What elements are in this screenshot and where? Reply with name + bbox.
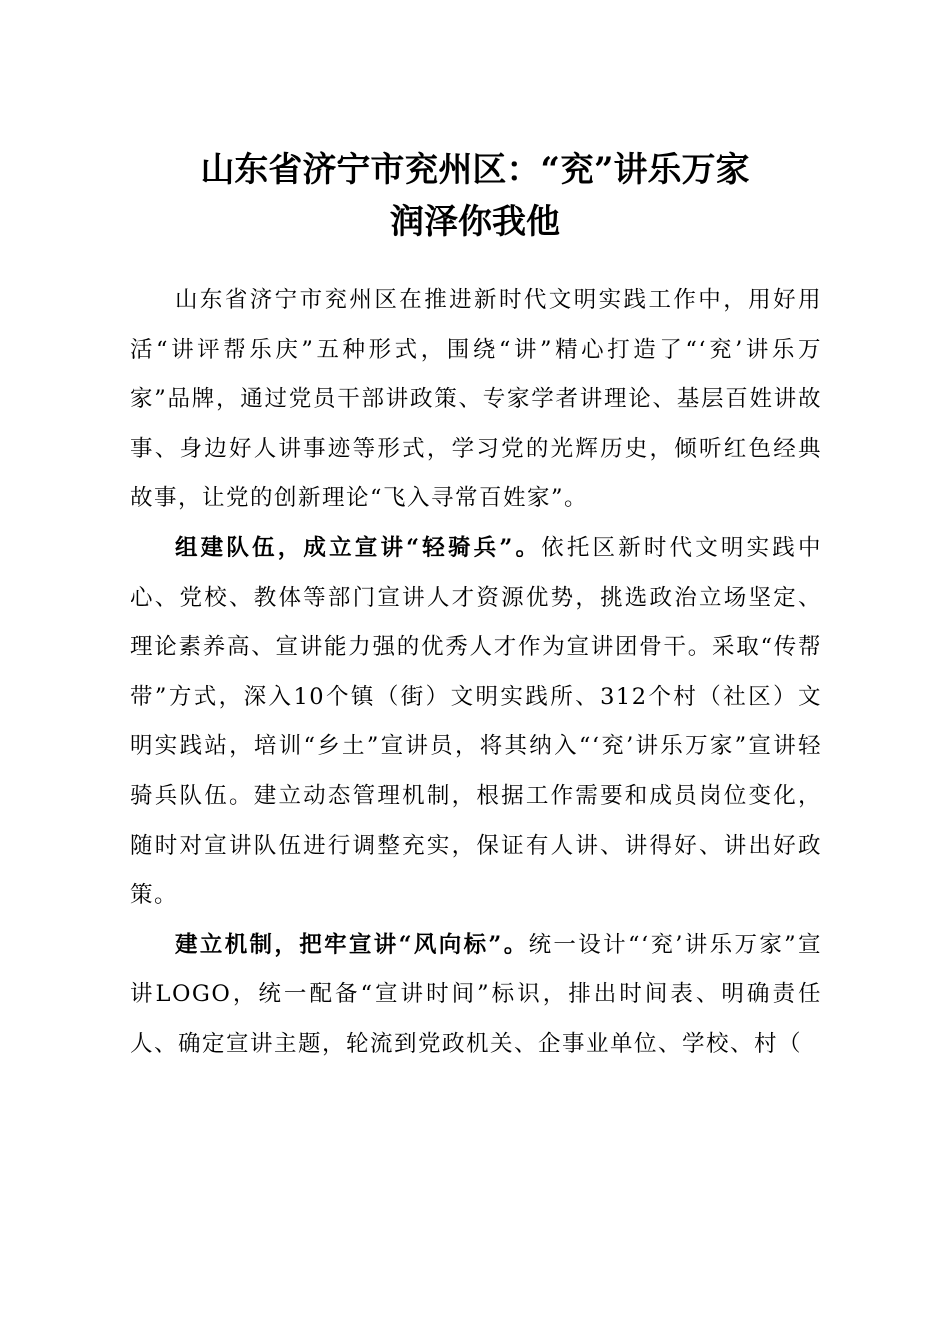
- document-title-line-1: 山东省济宁市兖州区：“兖”讲乐万家: [200, 150, 750, 190]
- paragraph-mechanism: [130, 921, 822, 1070]
- document-body: [130, 276, 822, 1070]
- paragraph-text: 依托区新时代文明实践中心、党校、教体等部门宣讲人才资源优势，挑选政治立场坚定、理论素养高、宣讲能力强的优秀人才作为宣讲团骨干。采取“传帮带”方式，深入10个镇（街）文明实践所、312个村（社区）文明实践站，培训“乡土”宣讲员，将其纳入“‘兖’讲乐万家”宣讲轻骑兵队伍。建立动态管理机制，根据工作需要和成员岗位变化，随时对宣讲队伍进行调整充实，保证有人讲、讲得好、讲出好政策。: [130, 534, 822, 909]
- document-title-line-2: 润泽你我他: [390, 202, 560, 242]
- paragraph-intro: [130, 276, 822, 524]
- paragraph-heading: 组建队伍，成立宣讲“轻骑兵”。: [175, 534, 542, 561]
- paragraph-team: [130, 524, 822, 921]
- paragraph-heading: 建立机制，把牢宣讲“风向标”。: [175, 931, 529, 958]
- paragraph-text: 统一设计“‘兖’讲乐万家”宣讲LOGO，统一配备“宣讲时间”标识，排出时间表、明确责任人、确定宣讲主题，轮流到党政机关、企事业单位、学校、村（: [130, 931, 823, 1057]
- paragraph-text: 山东省济宁市兖州区在推进新时代文明实践工作中，用好用活“讲评帮乐庆”五种形式，围绕“讲”精心打造了“‘兖’讲乐万家”品牌，通过党员干部讲政策、专家学者讲理论、基层百姓讲故事、身边好人讲事迹等形式，学习党的光辉历史，倾听红色经典故事，让党的创新理论“飞入寻常百姓家”。: [130, 287, 822, 512]
